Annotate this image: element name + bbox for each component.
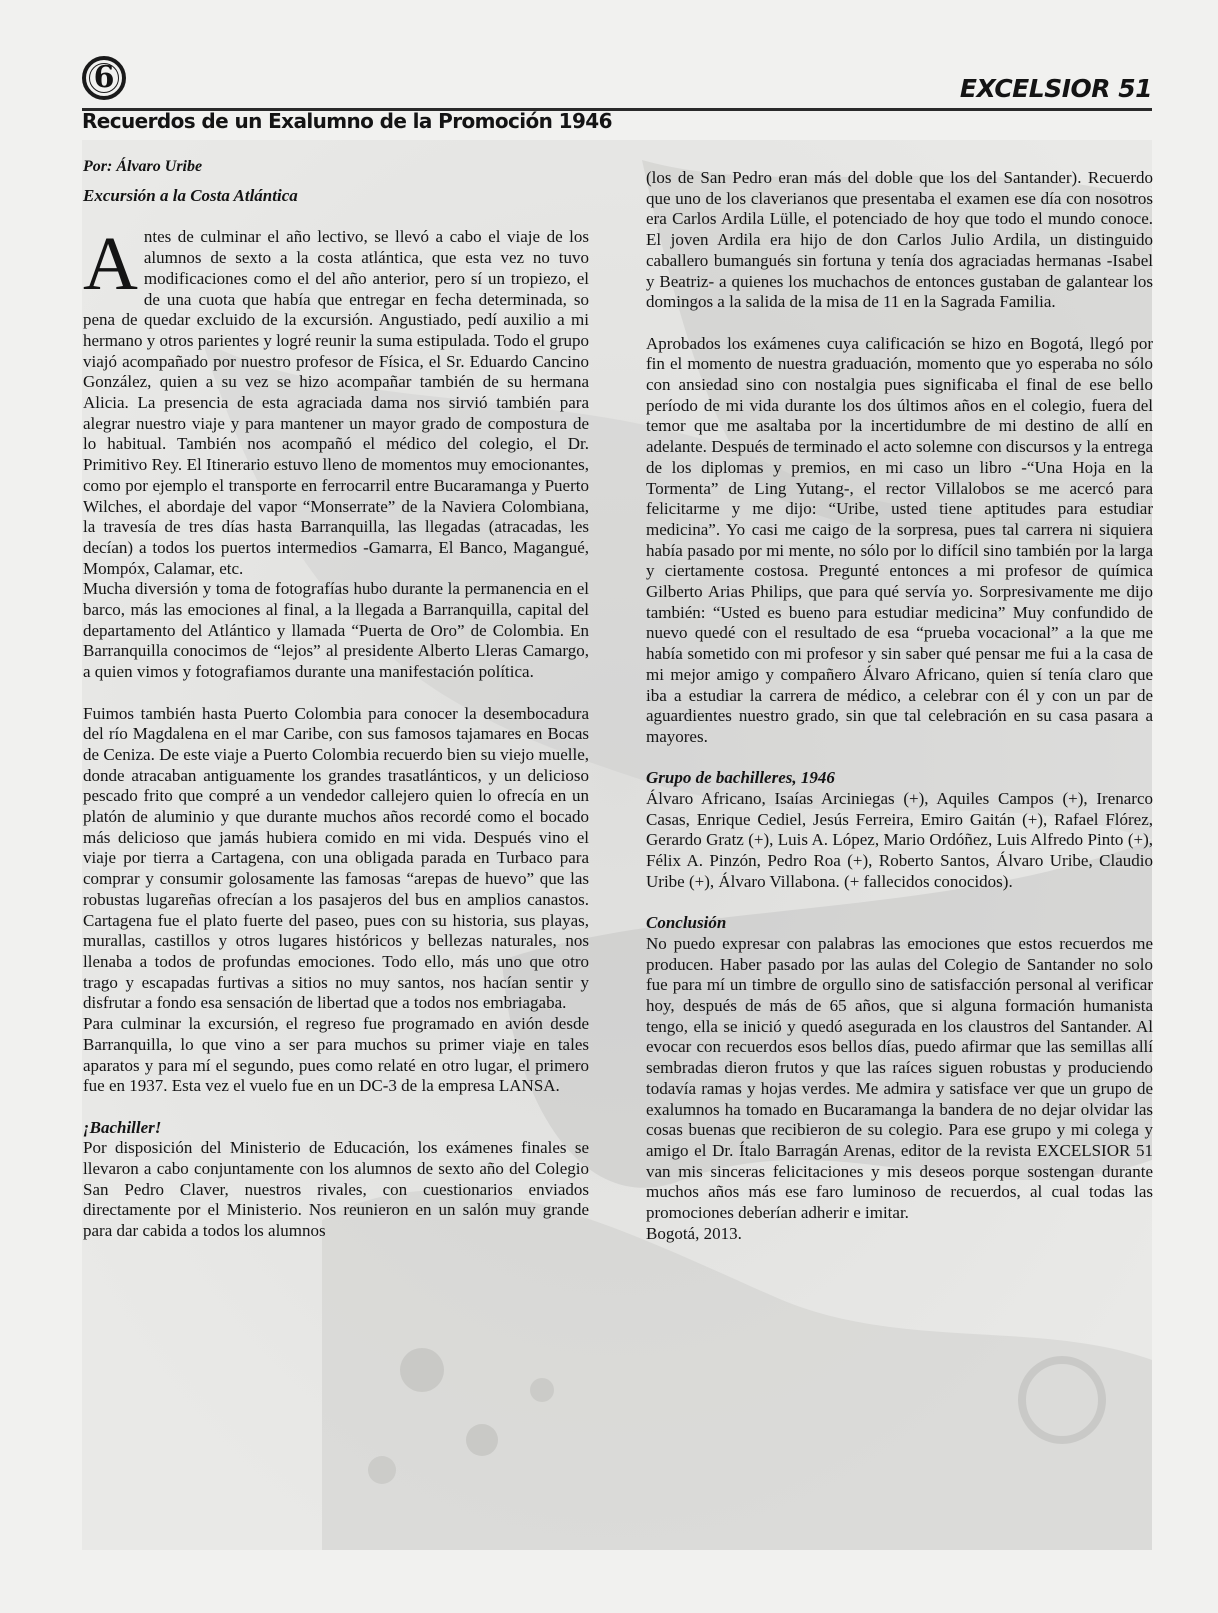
page-number: 6: [93, 60, 115, 95]
right-column: [646, 168, 1153, 1245]
left-column: [83, 186, 589, 1242]
paragraph-6: (los de San Pedro eran más del doble que los del Santander). Recuerdo que uno de los claverianos que presentaba el examen ese día con nosotros era Carlos Ardila Lülle, el potenciado de hoy que todo el mundo conoce. El joven Ardila era hijo de don Carlos Julio Ardila, un distinguido caballero bumangués sin fortuna y tenía dos agraciadas hermanas -Isabel y Beatriz- a quienes los muchachos de entonces gustaban de galantear los domingos a la salida de la misa de 11 en la Sagrada Familia.: [646, 168, 1153, 312]
drop-cap: A: [83, 222, 138, 307]
section-heading-bachiller: ¡Bachiller!: [83, 1117, 162, 1137]
masthead-logo: EXCELSIOR 51: [959, 74, 1152, 103]
graduates-list: Álvaro Africano, Isaías Arciniegas (+), Aquiles Campos (+), Irenarco Casas, Enrique Cediel, Jesús Ferreira, Emiro Gaitán (+), Rafael Flórez, Gerardo Gratz (+), Luis A. López, Mario Ordóñez, Luis Alfredo Pinto (+), Félix A. Pinzón, Pedro Roa (+), Roberto Santos, Álvaro Uribe, Claudio Uribe (+), Álvaro Villabona. (+ fallecidos conocidos).: [646, 789, 1153, 891]
paragraph-conclusion: No puedo expresar con palabras las emociones que estos recuerdos me producen. Haber pasado por las aulas del Colegio de Santander no solo fue para mí un timbre de orgullo sino de satisfacción personal al verificar hoy, después de más de 65 años, que si alguna formación humanista tengo, ella se inició y quedó asegurada en los claustros del Santander. Al evocar con recuerdos esos bellos días, puedo afirmar que las semillas allí sembradas dieron frutos y que las raíces siguen robustas y produciendo todavía ramas y hojas verdes. Me admira y satisface ver que un grupo de exalumnos ha tomado en Bucaramanga la bandera de no dejar olvidar las cosas buenas que recibieron de su colegio. Para ese grupo y mi colega y amigo el Dr. Ítalo Barragán Arenas, editor de la revista EXCELSIOR 51 van mis sinceras felicitaciones y mis deseos porque sostengan durante muchos años más ese faro luminoso de recuerdos, al cual todas las promociones deberían adherir e imitar.: [646, 933, 1153, 1223]
signoff: Bogotá, 2013.: [646, 1223, 742, 1243]
paragraph-1: [83, 222, 589, 579]
paragraph-3: Fuimos también hasta Puerto Colombia para conocer la desembocadura del río Magdalena en el mar Caribe, con sus famosos tajamares en Bocas de Ceniza. De este viaje a Puerto Colombia recuerdo bien su viejo muelle, donde atracaban antiguamente los grandes trasatlánticos, y un delicioso pescado frito que compré a un vendedor callejero quien lo ofrecía en un platón de aluminio y que durante muchos años recordé como el bocado más delicioso que jamás hubiera comido en mi vida. Después vino el viaje por tierra a Cartagena, con una obligada parada en Turbaco para comprar y consumir golosamente las famosas “arepas de huevo” que las robustas lugareñas ofrecían a los pasajeros del bus en amplios canastos. Cartagena fue el plato fuerte del paseo, pues con su historia, sus playas, murallas, castillos y otros lugares históricos y bellezas naturales, nos llenaba a todos de profundas emociones. Todo ello, más uno que otro trago y escapadas furtivas a sitios no muy santos, nos hacían sentir y disfrutar a fondo esa sensación de libertad que a todos nos embriagaba.: [83, 703, 589, 1013]
paragraph-2: Mucha diversión y toma de fotografías hubo durante la permanencia en el barco, más las emociones al final, a la llegada a Barranquilla, capital del departamento del Atlántico y llamada “Puerta de Oro” de Colombia. En Barranquilla conocimos de “lejos” al presidente Alberto Lleras Camargo, a quien vimos y fotografiamos durante una manifestación política.: [83, 579, 589, 682]
paragraph-1-text: ntes de culminar el año lectivo, se llevó a cabo el viaje de los alumnos de sexto a la costa atlántica, que esta vez no tuvo modificaciones como el del año anterior, pero sí un tropiezo, el de una cuota que había que entregar en fecha determinada, so pena de quedar excluido de la excursión. Angustiado, pedí auxilio a mi hermano y otros parientes y logré reunir la suma estipulada. Todo el grupo viajó acompañado por nuestro profesor de Física, el Sr. Eduardo Cancino González, quien a su vez se hizo acompañar también de su hermana Alicia. La presencia de esta agraciada dama nos sirvió también para alegrar nuestro viaje y para mantener un mayor grado de compostura de lo habitual. También nos acompañó el médico del colegio, el Dr. Primitivo Rey. El Itinerario estuvo lleno de momentos muy emocionantes, como por ejemplo el transporte en ferrocarril entre Bucaramanga y Puerto Wilches, el abordaje del vapor “Monserrate” de la Naviera Colombiana, la travesía de tres días hasta Barranquilla, las llegadas (atracadas, les decían) a todos los puertos intermedios -Gamarra, El Banco, Magangué, Mompóx, Calamar, etc.: [83, 227, 589, 578]
article-byline: Por: Álvaro Uribe: [83, 158, 203, 175]
paragraph-4: Para culminar la excursión, el regreso fue programado en avión desde Barranquilla, lo que vino a ser para muchos su primer viaje en tales aparatos y para mí el segundo, pues como relaté en otro lugar, el primero fue en 1937. Esta vez el vuelo fue en un DC-3 de la empresa LANSA.: [83, 1014, 589, 1096]
article-title: Recuerdos de un Exalumno de la Promoción 1946: [82, 109, 612, 133]
section-heading-excursion: Excursión a la Costa Atlántica: [83, 186, 298, 205]
section-heading-conclusion: Conclusión: [646, 913, 727, 933]
section-heading-graduates: Grupo de bachilleres, 1946: [646, 768, 835, 788]
page-number-badge: [82, 56, 126, 100]
paragraph-5: Por disposición del Ministerio de Educación, los exámenes finales se llevaron a cabo conjuntamente con los alumnos de sexto año del Colegio San Pedro Claver, nuestros rivales, con cuestionarios enviados directamente por el Ministerio. Nos reunieron en un salón muy grande para dar cabida a todos los alumnos: [83, 1138, 589, 1241]
paragraph-7: Aprobados los exámenes cuya calificación se hizo en Bogotá, llegó por fin el momento de nuestra graduación, momento que yo esperaba no sólo con ansiedad sino con nostalgia pues significaba el final de ese bello período de mi vida durante los dos últimos años en el colegio, fuera del temor que me asaltaba por la incertidumbre de mi destino de allí en adelante. Después de terminado el acto solemne con discursos y la entrega de los diplomas y premios, en mi caso un libro -“Una Hoja en la Tormenta” de Ling Yutang-, el rector Villalobos se me acercó para felicitarme y me dijo: “Uribe, usted tiene aptitudes para estudiar medicina”. Yo casi me caigo de la sorpresa, pues tal carrera ni siquiera había pasado por mi mente, no sólo por lo difícil sino también por la larga y ciertamente costosa. Pregunté entonces a mi profesor de química Gilberto Arias Philips, que para qué servía yo. Sorpresivamente me dijo también: “Usted es bueno para estudiar medicina” Muy confundido de nuevo quedé con el resultado de esa “prueba vocacional” a la que me había sometido con mi profesor y sin saber qué pensar me fui a la casa de mi mejor amigo y compañero Álvaro Africano, quien sí tenía claro que iba a estudiar la carrera de médico, a celebrar con él y con un par de aguardientes nuestro grado, sin que tal celebración en su casa pasara a mayores.: [646, 333, 1153, 746]
